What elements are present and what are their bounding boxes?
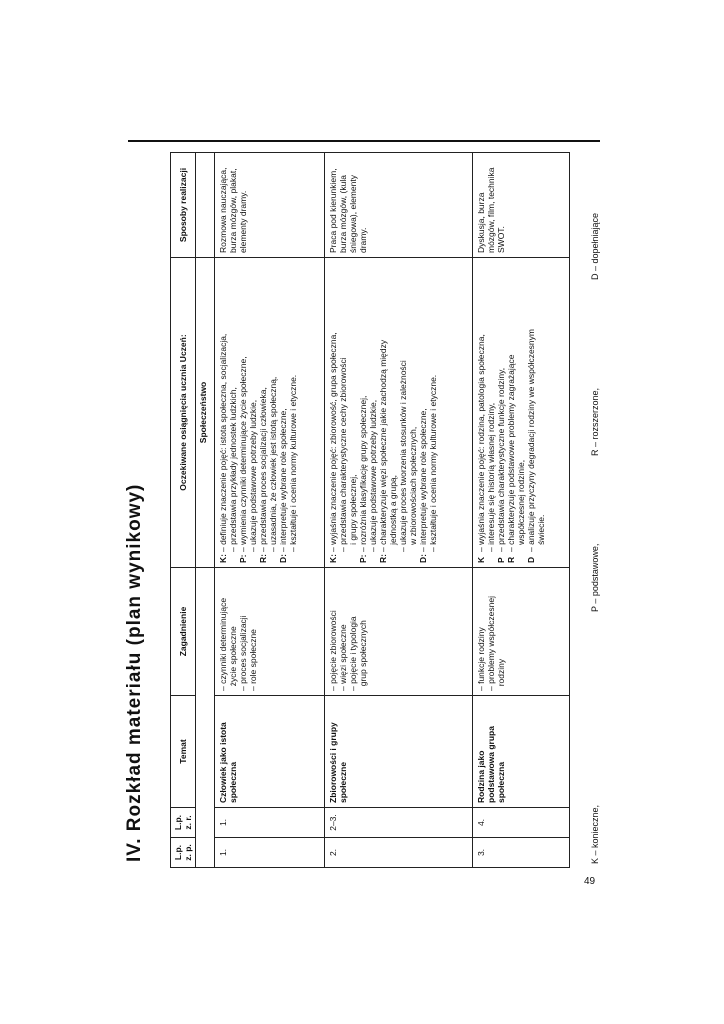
osiagniecie-line [418, 262, 428, 563]
row-lp-zp: 2. [324, 838, 472, 868]
level-marker: P [495, 557, 506, 563]
osiagniecie-text: – charakteryzuje więzi społeczne jakie zachodzą między [377, 339, 388, 552]
row-lp-zr: 1. [214, 808, 324, 838]
osiagniecie-line [248, 262, 258, 563]
osiagniecie-line [428, 262, 438, 563]
table-row [472, 153, 569, 868]
row-osiagniecia [324, 258, 472, 568]
osiagniecie-line [506, 262, 516, 563]
osiagniecie-line [228, 262, 238, 563]
row-zagadnienie [214, 568, 324, 696]
osiagniecie-line [516, 262, 526, 563]
header-temat: Temat [171, 696, 196, 808]
osiagniecie-line [368, 262, 378, 563]
osiagniecie-line [258, 262, 268, 563]
osiagniecie-text: – analizuje przyczyny degradacji rodziny we współczesnym [525, 329, 536, 552]
zagadnienie-line: – proces socjalizacji [237, 615, 248, 691]
osiagniecie-line [328, 262, 338, 563]
level-marker: R [505, 556, 516, 563]
osiagniecie-line [536, 262, 546, 563]
row-temat: Rodzina jako podstawowa grupa społeczna [472, 696, 569, 808]
osiagniecie-line [338, 262, 348, 563]
row-zagadnienie [472, 568, 569, 696]
section-title: Społeczeństwo [196, 258, 215, 568]
zagadnienie-line: – pojęcie zbiorowości [327, 610, 338, 691]
osiagniecie-text: – przedstawia proces socjalizacji człowieka, [257, 387, 268, 552]
osiagniecie-text: – wyjaśnia znaczenie pojęć: zbiorowość, grupa społeczna, [327, 332, 338, 552]
row-lp-zp: 3. [472, 838, 569, 868]
osiagniecie-text: współczesnej rodzinie, [515, 459, 526, 552]
osiagniecie-line [496, 262, 506, 563]
row-sposoby: Rozmowa nauczająca, burza mózgów, plakat, elementy dramy. [214, 153, 324, 258]
row-osiagniecia [472, 258, 569, 568]
osiagniecie-text: w zbiorowościach społecznych, [407, 426, 418, 552]
zagadnienie-line: rodziny [495, 658, 506, 691]
table-row [324, 153, 472, 868]
osiagniecie-text: świecie. [535, 514, 546, 552]
level-marker: R: [257, 554, 268, 563]
osiagniecie-text: – przedstawia przykłady jednostek ludzkich, [227, 387, 238, 552]
legend-p: P – podstawowe, [590, 543, 600, 612]
osiagniecie-text: – wymienia czynniki determinujące życie społeczne, [237, 356, 248, 552]
osiagniecie-text: – rozróżnia klasyfikację grupy społecznej, [357, 395, 368, 552]
osiagniecie-line [526, 262, 536, 563]
page-title: IV. Rozkład materiału (plan wynikowy) [124, 483, 145, 862]
osiagniecie-text: – wyjaśnia znaczenie pojęć: rodzina, patologia społeczna, [475, 334, 486, 552]
header-zagadnienie: Zagadnienie [171, 568, 196, 696]
row-lp-zr: 2–3. [324, 808, 472, 838]
osiagniecie-text: – interpretuje wybrane role społeczne, [417, 408, 428, 552]
row-osiagniecia [214, 258, 324, 568]
osiagniecie-text: – interesuje się historią własnej rodziny, [485, 402, 496, 552]
osiagniecie-text: – ukazuje podstawowe potrzeby ludzkie, [247, 399, 258, 552]
osiagniecie-text: – ukazuje proces tworzenia stosunków i zależności [397, 360, 408, 552]
osiagniecie-text: – kształtuje i ocenia normy kulturowe i etyczne. [427, 374, 438, 552]
table-header-row [171, 153, 196, 868]
zagadnienie-line: – czynniki determinujące [217, 597, 228, 691]
legend-r: R – rozszerzone, [590, 387, 600, 456]
osiagniecie-line [278, 262, 288, 563]
header-sposoby: Sposoby realizacji [171, 153, 196, 258]
osiagniecie-line [486, 262, 496, 563]
row-sposoby: Dyskusja, burza mózgów, film, technika SWOT. [472, 153, 569, 258]
zagadnienie-line: – problemy współczesnej [485, 596, 496, 691]
level-marker: D: [417, 554, 428, 563]
level-marker: P: [237, 554, 248, 563]
osiagniecie-line [238, 262, 248, 563]
osiagniecie-line [358, 262, 368, 563]
osiagniecie-line [268, 262, 278, 563]
legend-k: K – konieczne, [590, 804, 600, 864]
osiagniecie-text: – przedstawia charakterystyczne funkcje rodziny, [495, 367, 506, 552]
osiagniecie-text: i grupy społecznej, [347, 474, 358, 552]
level-marker: R: [377, 554, 388, 563]
zagadnienie-line: – funkcje rodziny [475, 627, 486, 691]
osiagniecie-text: – uzasadnia, że człowiek jest istotą społeczną, [267, 376, 278, 552]
table-row [214, 153, 324, 868]
osiagniecie-line [476, 262, 486, 563]
osiagniecie-text: – przedstawia charakterystyczne cechy zbiorowości [337, 357, 348, 552]
zagadnienie-line: – więzi społeczne [337, 624, 348, 691]
level-marker: P: [357, 554, 368, 563]
osiagniecie-text: – charakteryzuje podstawowe problemy zagrażające [505, 354, 516, 552]
osiagniecie-line [378, 262, 388, 563]
zagadnienie-line: życie społeczne [227, 626, 238, 691]
osiagniecie-line [288, 262, 298, 563]
legend-d: D – dopełniające [590, 212, 600, 280]
osiagniecie-line [218, 262, 228, 563]
osiagniecie-line [408, 262, 418, 563]
osiagniecie-text: – definiuje znaczenie pojęć: istota społeczna, socjalizacja, [217, 333, 228, 552]
header-lp-zr: L.p. z. r. [171, 808, 196, 838]
osiagniecie-text: – kształtuje i ocenia normy kulturowe i etyczne. [287, 374, 298, 552]
row-sposoby: Praca pod kierunkiem, burza mózgów, (kula śniegowa), elementy dramy. [324, 153, 472, 258]
osiagniecie-line [398, 262, 408, 563]
zagadnienie-line: – role społeczne [247, 629, 258, 691]
zagadnienie-line: – pojęcie i typologia [347, 616, 358, 691]
osiagniecie-line [348, 262, 358, 563]
osiagniecie-text: jednostką a grupą, [387, 474, 398, 552]
header-osiagniecia: Oczekiwane osiągnięcia ucznia Uczeń: [171, 258, 196, 568]
level-marker: K: [327, 554, 338, 563]
header-lp-zp: L.p. z. p. [171, 838, 196, 868]
zagadnienie-line: grup społecznych [357, 620, 368, 691]
row-lp-zp: 1. [214, 838, 324, 868]
level-marker: D: [277, 554, 288, 563]
page-number: 49 [584, 876, 596, 887]
osiagniecie-text: – ukazuje podstawowe potrzeby ludzkie, [367, 399, 378, 552]
row-zagadnienie [324, 568, 472, 696]
osiagniecie-text: – interpretuje wybrane role społeczne, [277, 408, 288, 552]
row-temat: Zbiorowości i grupy społeczne [324, 696, 472, 808]
level-marker: K: [217, 554, 228, 563]
curriculum-table [170, 152, 570, 868]
row-temat: Człowiek jako istota społeczna [214, 696, 324, 808]
osiagniecie-line [388, 262, 398, 563]
section-row [196, 153, 215, 868]
level-marker: D [525, 556, 536, 563]
row-lp-zr: 4. [472, 808, 569, 838]
level-marker: K [475, 556, 486, 563]
